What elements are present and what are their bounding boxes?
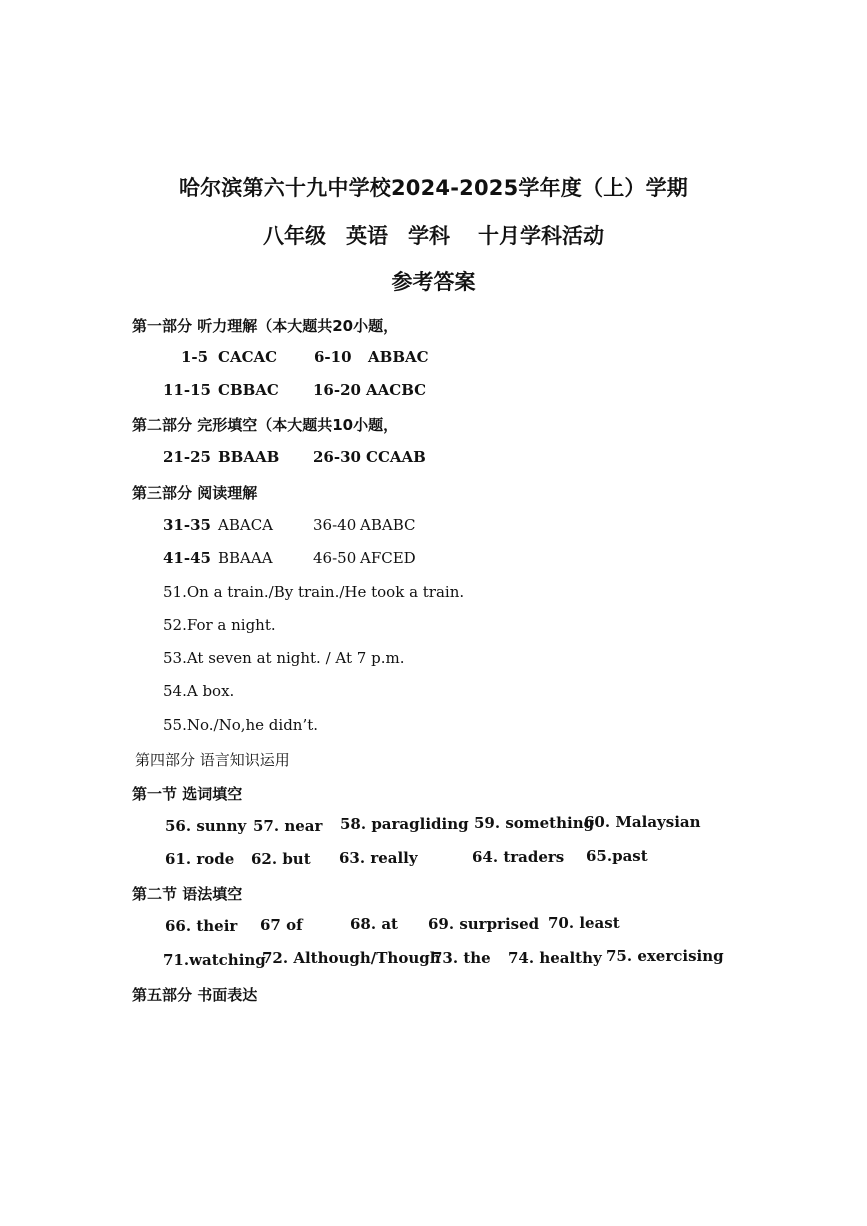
- part2-heading: 第二部分 完形填空（本大题共10小题，: [132, 416, 399, 434]
- short-answer-53: 53.At seven at night. / At 7 p.m.: [163, 649, 405, 667]
- part3-range-label: 41-45: [163, 549, 211, 567]
- part3-answers: BBAAA: [218, 549, 273, 567]
- fill-word: 56. sunny: [165, 817, 247, 835]
- grammar-word: 70. least: [548, 914, 620, 932]
- fill-word: 60. Malaysian: [584, 813, 701, 831]
- part1-range-label: 1-5: [181, 348, 209, 366]
- part2-answers: BBAAB: [218, 448, 280, 466]
- part1-answers: AACBC: [366, 381, 427, 399]
- part3-answers: AFCED: [360, 549, 416, 567]
- part1-range-label: 6-10: [314, 348, 352, 366]
- part3-range-label: 31-35: [163, 516, 211, 534]
- grammar-word: 66. their: [165, 917, 238, 935]
- fill-word: 59. something: [474, 814, 595, 832]
- fill-word: 62. but: [251, 850, 311, 868]
- part5-heading: 第五部分 书面表达: [132, 986, 258, 1004]
- part1-answers: CBBAC: [218, 381, 279, 399]
- short-answer-55: 55.No./No,he didn’t.: [163, 716, 319, 734]
- grammar-word: 75. exercising: [606, 947, 724, 965]
- short-answer-51: 51.On a train./By train./He took a train.: [163, 583, 465, 601]
- grammar-word: 73. the: [432, 949, 491, 967]
- part1-answers: ABBAC: [368, 348, 429, 366]
- part3-answers: ABACA: [218, 516, 273, 534]
- grammar-word: 68. at: [350, 915, 398, 933]
- grammar-word: 72. Although/Though: [262, 949, 441, 967]
- part2-range-label: 21-25: [163, 448, 211, 466]
- fill-word: 65.past: [586, 847, 648, 865]
- grammar-word: 69. surprised: [428, 915, 540, 933]
- part1-heading: 第一部分 听力理解（本大题共20小题，: [132, 317, 399, 335]
- short-answer-54: 54.A box.: [163, 682, 235, 700]
- part3-answers: ABABC: [360, 516, 416, 534]
- discipline-label: 学科: [408, 224, 450, 248]
- part1-range-label: 11-15: [163, 381, 211, 399]
- short-answer-52: 52.For a night.: [163, 616, 276, 634]
- part1-answers: CACAC: [218, 348, 278, 366]
- subject-label: 英语: [346, 224, 388, 248]
- activity-label: 十月学科活动: [478, 224, 604, 248]
- part3-heading: 第三部分 阅读理解: [132, 484, 258, 502]
- part3-range-label: 46-50: [313, 549, 357, 567]
- part2-range-label: 26-30: [313, 448, 361, 466]
- fill-word: 57. near: [253, 817, 323, 835]
- grammar-word: 67 of: [260, 916, 303, 934]
- grammar-word: 74. healthy: [508, 949, 602, 967]
- section2-heading: 第二节 语法填空: [132, 885, 243, 903]
- document-subtitle: [0, 220, 867, 250]
- grade-label: 八年级: [263, 224, 326, 248]
- fill-word: 63. really: [339, 849, 418, 867]
- answer-key-heading: 参考答案: [391, 270, 476, 294]
- section1-heading: 第一节 选词填空: [132, 785, 243, 803]
- fill-word: 58. paragliding: [340, 815, 469, 833]
- part3-range-label: 36-40: [313, 516, 357, 534]
- part4-heading: 第四部分 语言知识运用: [135, 751, 290, 769]
- part2-answers: CCAAB: [366, 448, 426, 466]
- part1-range-label: 16-20: [313, 381, 361, 399]
- document-title: 哈尔滨第六十九中学校2024-2025学年度（上）学期: [178, 176, 688, 200]
- fill-word: 64. traders: [472, 848, 565, 866]
- grammar-word: 71.watching: [163, 951, 266, 969]
- fill-word: 61. rode: [165, 850, 235, 868]
